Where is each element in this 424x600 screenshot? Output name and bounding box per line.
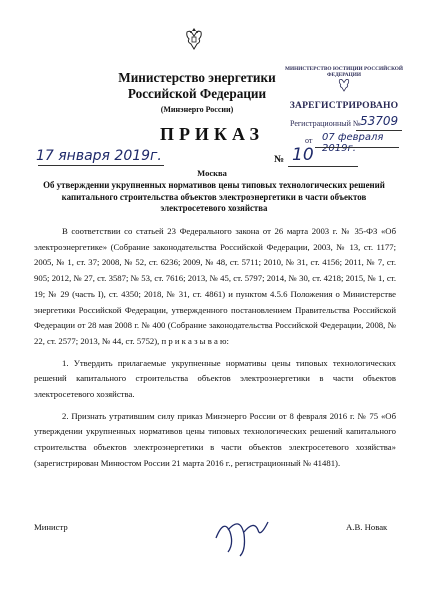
ministry-name <box>104 70 290 102</box>
order-subject: Об утверждении укрупненных нормативов цены типовых технологических решений капитального строительства объектов электроэнергетики в части объектов электросетевого хозяйства <box>43 180 385 213</box>
stamp-reg-label: Регистрационный № <box>290 119 361 128</box>
stamp-reg-number: 53709 <box>360 114 399 128</box>
stamp-date-value: 07 февраля 2019г. <box>322 132 384 154</box>
order-number-line <box>288 166 358 167</box>
signer-position: Министр <box>34 522 68 532</box>
signer-name: А.В. Новак <box>346 522 388 532</box>
stamp-date-line <box>315 147 399 148</box>
order-date: 17 января 2019г. <box>36 148 162 164</box>
ministry-abbreviation: (Минэнерго России) <box>160 105 234 114</box>
ministry-name-line1: Министерство энергетики <box>118 70 276 85</box>
order-title: ПРИКАЗ <box>159 124 265 144</box>
handwritten-signature <box>210 510 276 560</box>
russian-coat-of-arms-icon <box>183 26 205 52</box>
order-number-label: № <box>274 154 285 165</box>
order-city: Москва <box>197 168 227 178</box>
order-preamble: В соответствии со статьей 23 Федерального закона от 26 марта 2003 г. № 35-ФЗ «Об электроэнергетике» (Собрание законодательства Российской Федерации, 2003, № 13, ст. 1177; 2005, № 1, ст. 37; 2008, № 52, ст. 6236; 2009, № 48, ст. 5711; 2010, № 31, ст. 4156; 2011, № 7, ст. 905; 2012, № 27, ст. 3587; № 53, ст. 7616; 2013, № 45, ст. 5797; 2014, № 30, ст. 4218; 2015, № 1, ст. 19; № 29 (часть I), ст. 4350; 2018, № 31, ст. 4861) и пунктом 4.5.6 Положения о Министерстве энергетики Российской Федерации, утвержденного постановлением Правительства Российской Федерации от 28 мая 2008 г. № 400 (Собрание законодательства Российской Федерации, 2008, № 22, ст. 2577; 2013, № 44, ст. 5752), п р и к а з ы в а ю: <box>34 226 396 346</box>
order-body <box>34 224 396 472</box>
stamp-emblem-icon <box>336 76 352 93</box>
stamp-header: МИНИСТЕРСТВО ЮСТИЦИИ РОССИЙСКОЙ ФЕДЕРАЦИИ <box>284 66 404 78</box>
ministry-name-line2: Российской Федерации <box>127 86 267 101</box>
order-item-1: 1. Утвердить прилагаемые укрупненные нормативы цены типовых технологических решений капитального строительства объектов электроэнергетики в части объектов электросетевого хозяйства. <box>34 357 396 400</box>
stamp-status: ЗАРЕГИСТРИРОВАНО <box>289 100 399 111</box>
order-date-line <box>38 165 164 166</box>
order-number: 10 <box>292 145 314 165</box>
stamp-date-label: от <box>305 136 313 145</box>
order-item-2: 2. Признать утратившим силу приказ Минэнерго России от 8 февраля 2016 г. № 75 «Об утверждении укрупненных нормативов цены типовых технологических решений капитального строительства объектов электроэнергетики в части объектов электросетевого хозяйства» (зарегистрирован Минюстом России 21 марта 2016 г., регистрационный № 41481). <box>34 410 396 468</box>
